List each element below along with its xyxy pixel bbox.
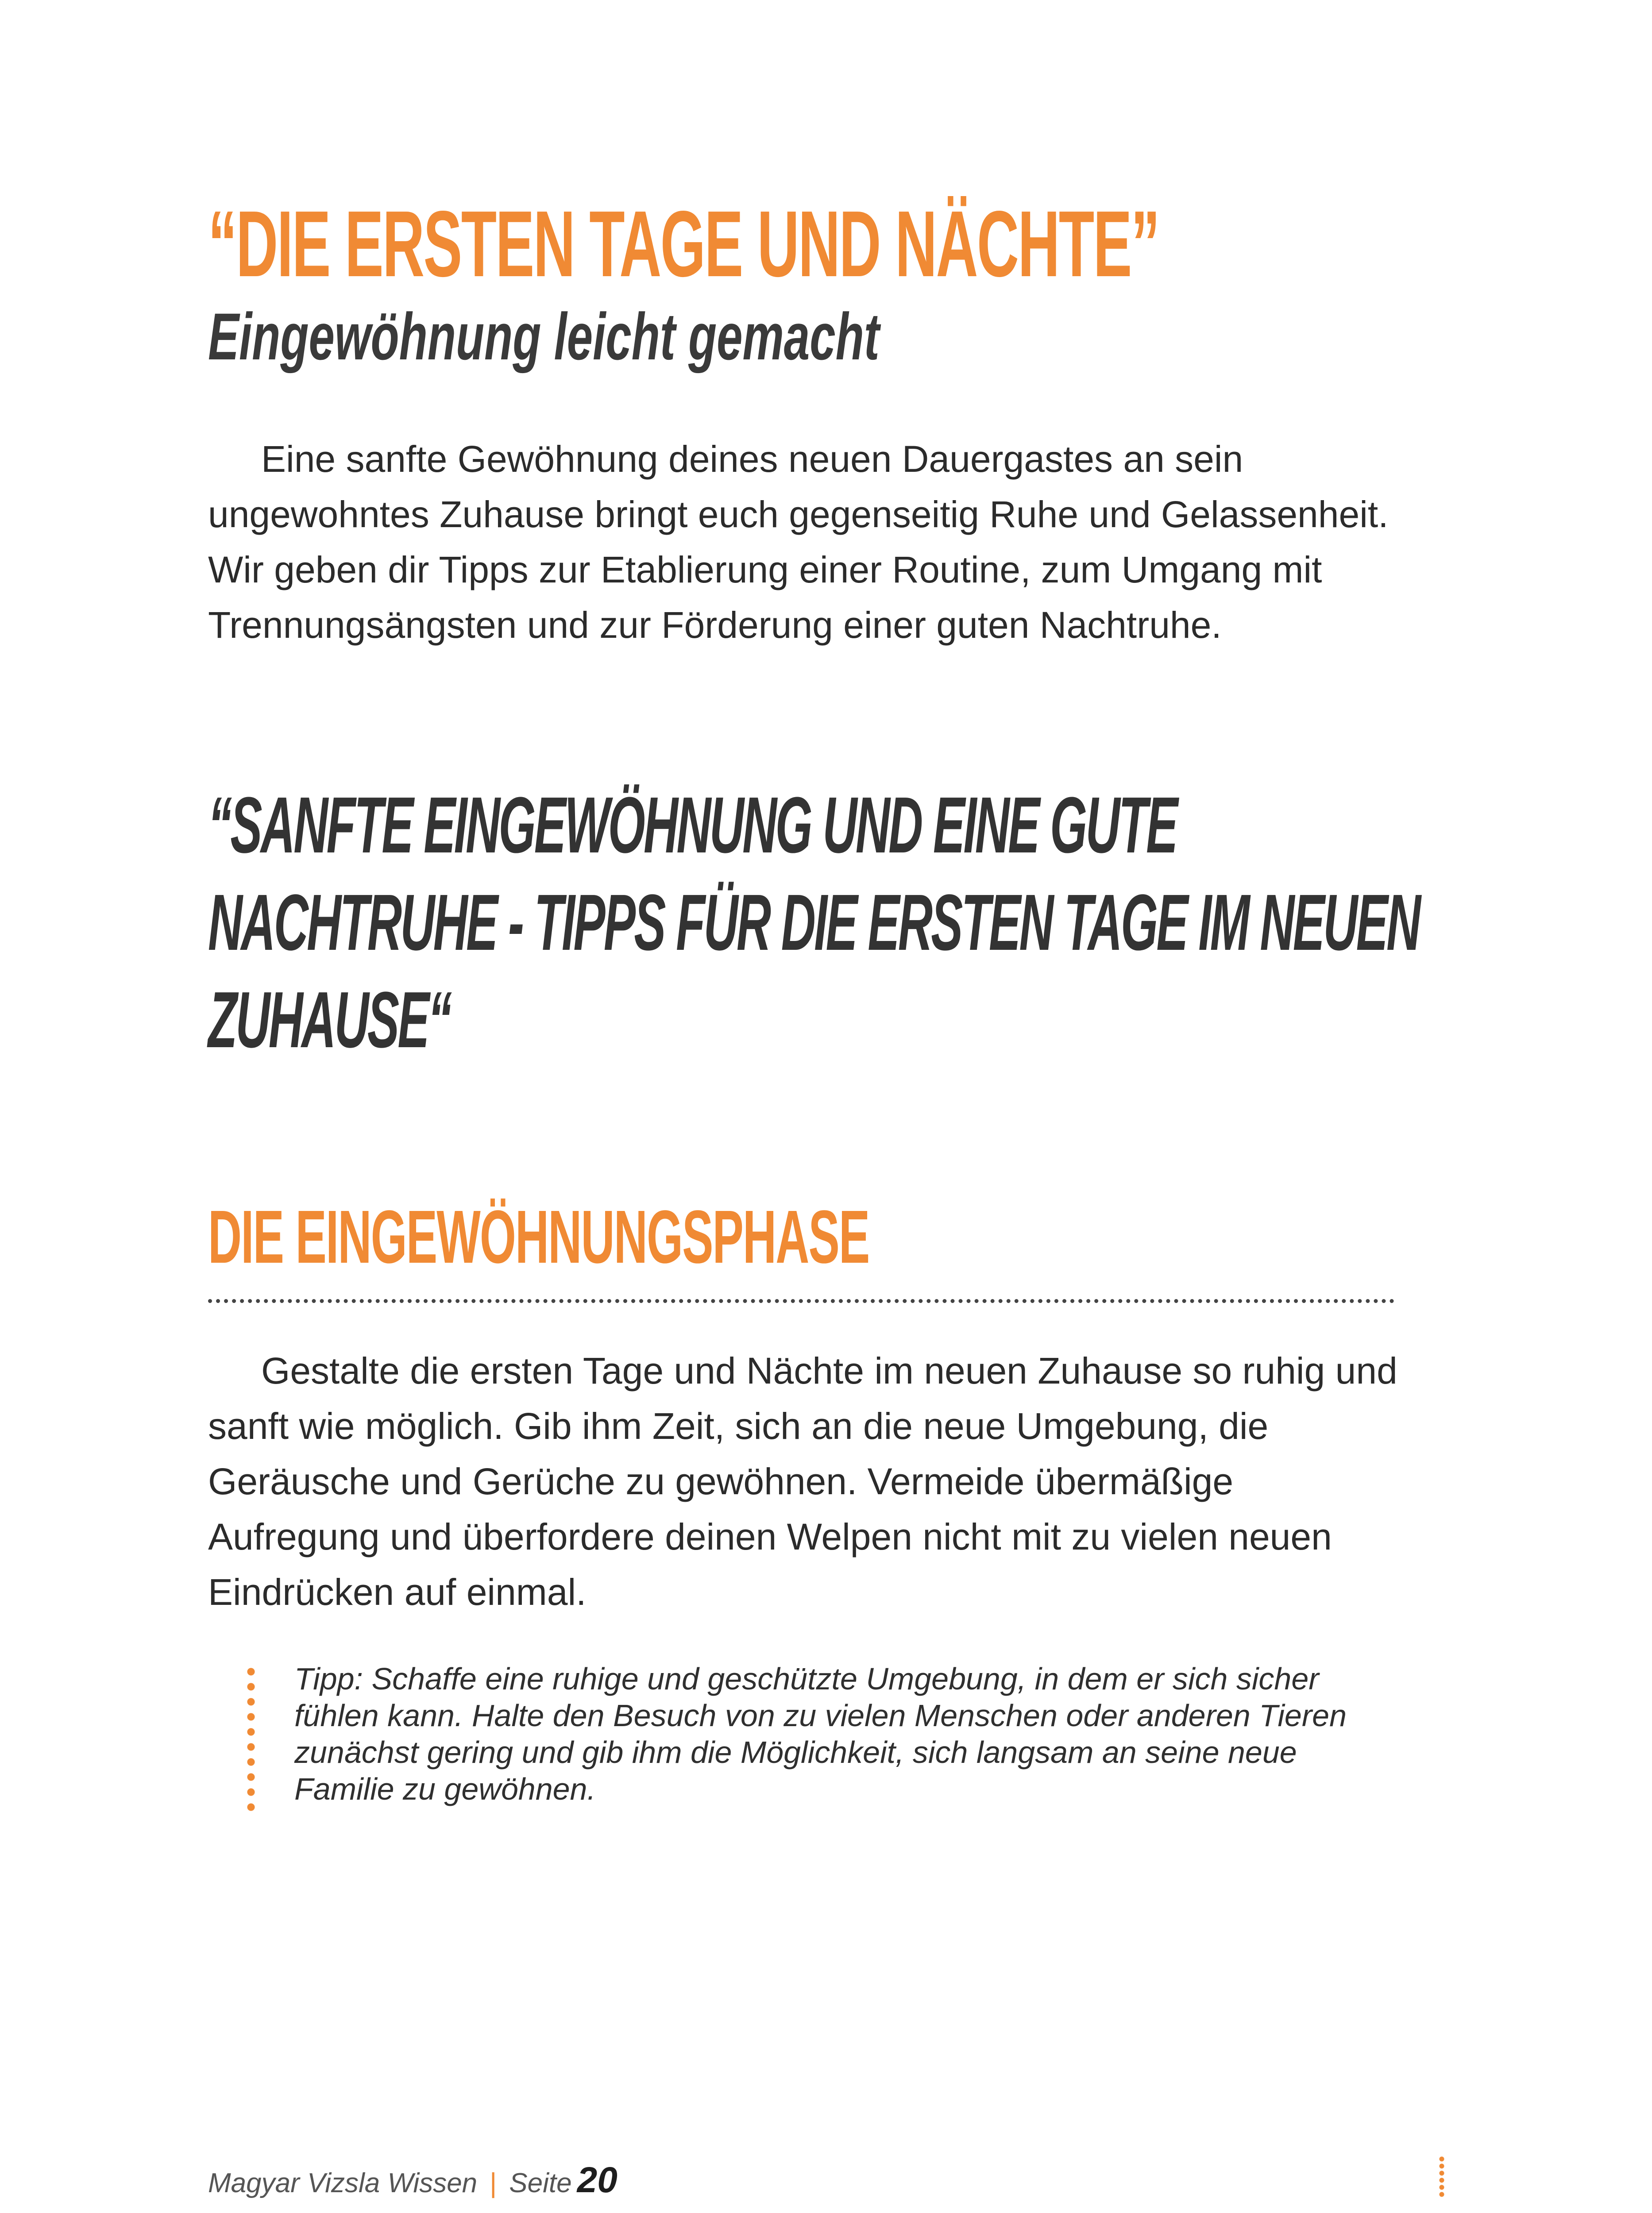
tip-box: Tipp: Schaffe eine ruhige und geschützte Umgebung, in dem er sich sicher fühlen kann. Halte den Besuch von zu vielen Menschen oder anderen Tieren zunächst gering und gib ihm die Möglichkeit, sich langsam an seine neue Familie zu gewöhnen. [294, 1662, 1347, 1806]
pull-quote-line: NACHTRUHE - TIPPS FÜR DIE ERSTEN TAGE IM NEUEN [208, 878, 1420, 967]
page-footer [208, 2162, 618, 2198]
tip-dotted-bar [247, 1664, 255, 1815]
footer-separator: | [490, 2168, 497, 2198]
dotted-divider [208, 1299, 1394, 1303]
page-title-text: “DIE ERSTEN TAGE UND NÄCHTE” [208, 191, 1159, 296]
footer-page-number: 20 [577, 2160, 618, 2200]
section-heading-text: DIE EINGEWÖHNUNGSPHASE [208, 1195, 869, 1279]
page-subtitle [208, 299, 1167, 374]
page-title [208, 191, 1652, 296]
footer-dotted-marker [1439, 2155, 1445, 2198]
intro-paragraph: Eine sanfte Gewöhnung deines neuen Dauergastes an sein ungewohntes Zuhause bringt euch gegenseitig Ruhe und Gelassenheit. Wir geben dir Tipps zur Etablierung einer Routine, zum Umgang mit Trennungsängsten und zur Förderung einer guten Nachtruhe. [208, 438, 1389, 646]
pull-quote-line: ZUHAUSE“ [208, 975, 451, 1064]
section-heading [208, 1195, 1274, 1279]
pull-quote [208, 777, 1652, 1069]
section-paragraph: Gestalte die ersten Tage und Nächte im neuen Zuhause so ruhig und sanft wie möglich. Gib ihm Zeit, sich an die neue Umgebung, die Geräusche und Gerüche zu gewöhnen. Vermeide übermäßige Aufregung und überfordere deinen Welpen nicht mit zu vielen neuen Eindrücken auf einmal. [208, 1350, 1397, 1613]
footer-book-title: Magyar Vizsla Wissen [208, 2168, 478, 2198]
footer-page-label: Seite [509, 2168, 572, 2198]
pull-quote-line: “SANFTE EINGEWÖHNUNG UND EINE GUTE [208, 781, 1177, 870]
page-subtitle-text: Eingewöhnung leicht gemacht [208, 299, 880, 374]
